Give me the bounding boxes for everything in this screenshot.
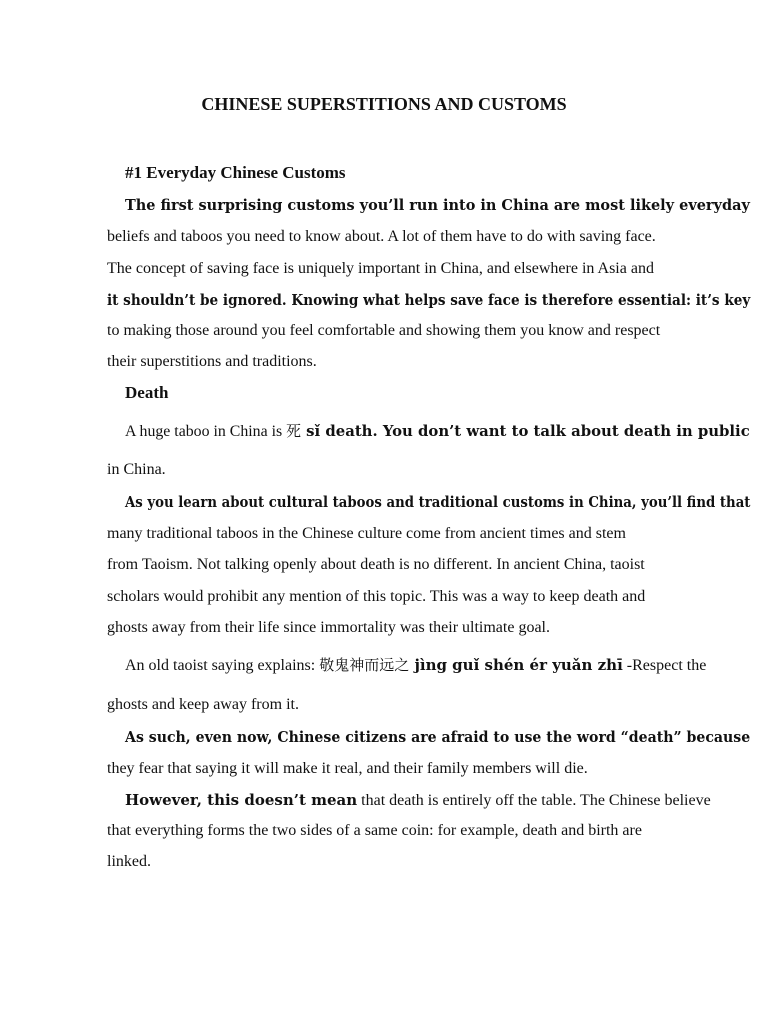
section-heading: #1 Everyday Chinese Customs [125, 163, 346, 182]
document-title: CHINESE SUPERSTITIONS AND CUSTOMS [201, 94, 567, 114]
taboo-chinese-character: 死 [286, 422, 301, 440]
fear-line-1: As such, even now, Chinese citizens are afraid to use the word “death” because [125, 728, 751, 746]
taboo-text-before: A huge taboo in China is [125, 423, 287, 440]
intro-line-3: The concept of saving face is uniquely important in China, and elsewhere in Asia and [107, 260, 654, 277]
origins-line-2: many traditional taboos in the Chinese culture come from ancient times and stem [107, 525, 626, 542]
intro-line-4: it shouldn’t be ignored. Knowing what helps save face is therefore essential: it’s key [107, 291, 751, 309]
intro-line-6: their superstitions and traditions. [107, 353, 317, 370]
saying-pinyin: jìng guǐ shén ér yuǎn zhī [409, 656, 623, 674]
origins-line-3: from Taoism. Not talking openly about death is no different. In ancient China, taoist [107, 556, 645, 573]
death-subheading: Death [125, 383, 169, 402]
taboo-pinyin: sǐ [300, 422, 321, 440]
saying-line-1 [125, 655, 706, 676]
origins-line-5: ghosts away from their life since immortality was their ultimate goal. [107, 619, 550, 636]
saying-chinese: 敬鬼神而远之 [319, 656, 410, 674]
intro-line-2: beliefs and taboos you need to know about. A lot of them have to do with saving face. [107, 228, 656, 245]
origins-line-1: As you learn about cultural taboos and traditional customs in China, you’ll find that [125, 493, 751, 511]
origins-line-4: scholars would prohibit any mention of this topic. This was a way to keep death and [107, 588, 646, 605]
taboo-line-2: in China. [107, 461, 166, 478]
coin-line-1 [125, 790, 711, 811]
taboo-line-1 [125, 421, 750, 442]
coin-rest: that death is entirely off the table. The Chinese believe [357, 792, 711, 809]
intro-line-1: The first surprising customs you’ll run into in China are most likely everyday [125, 196, 750, 214]
saying-text-after: -Respect the [622, 657, 707, 674]
intro-line-5: to making those around you feel comfortable and showing them you know and respect [107, 322, 661, 339]
saying-text-before: An old taoist saying explains: [125, 657, 320, 674]
coin-line-3: linked. [107, 853, 151, 870]
coin-line-2: that everything forms the two sides of a same coin: for example, death and birth are [107, 822, 642, 839]
saying-line-2: ghosts and keep away from it. [107, 696, 299, 713]
taboo-text-after: death. You don’t want to talk about death in public [320, 422, 750, 440]
coin-lead: However, this doesn’t mean [125, 791, 358, 809]
fear-line-2: they fear that saying it will make it real, and their family members will die. [107, 760, 588, 777]
